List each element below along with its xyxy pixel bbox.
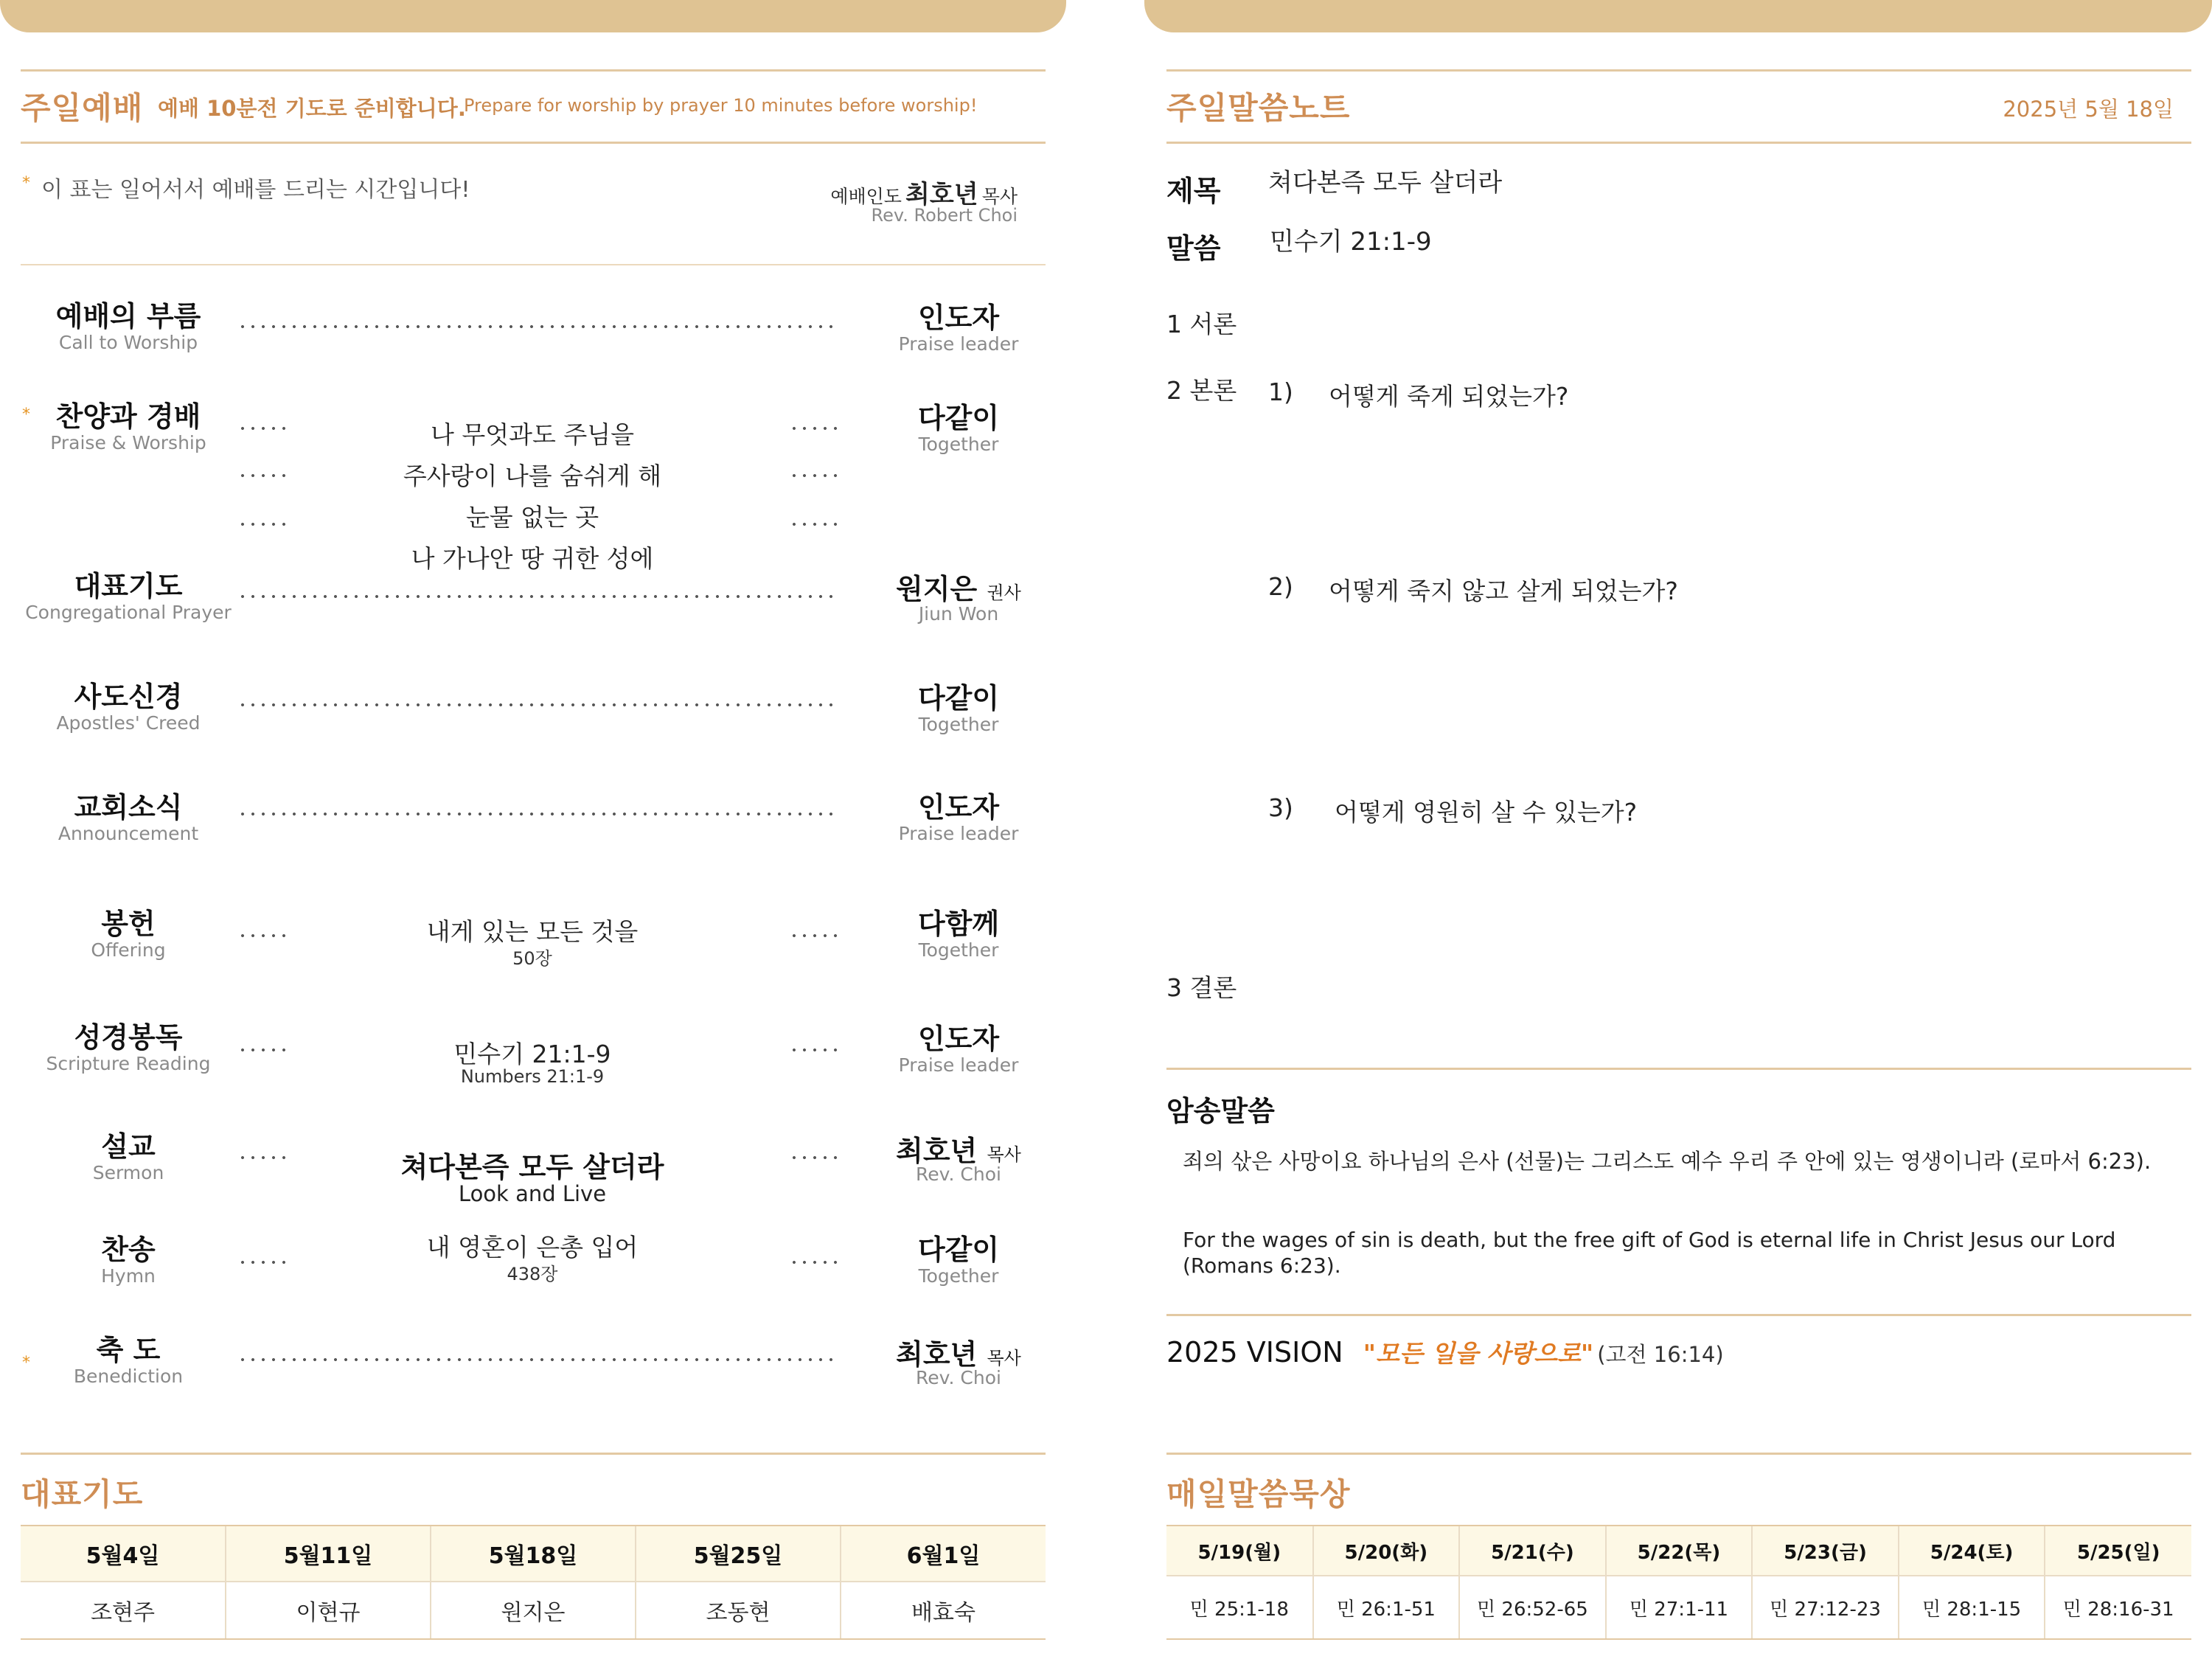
order-item-title: 성경봉독 bbox=[74, 1021, 183, 1054]
daily-date: 5/22(목) bbox=[1606, 1526, 1753, 1576]
order-item-leader: 인도자 bbox=[917, 302, 1000, 334]
leader-en: Rev. Robert Choi bbox=[871, 205, 1018, 226]
outline-intro: 1 서론 bbox=[1166, 310, 1237, 338]
prayer-date: 5월4일 bbox=[21, 1526, 226, 1582]
offering-hymn-number: 50장 bbox=[512, 948, 552, 969]
order-item-leader-en: Together bbox=[918, 714, 999, 735]
sermon-note-date: 2025년 5월 18일 bbox=[2003, 97, 2174, 122]
vision-label: 2025 VISION bbox=[1166, 1336, 1343, 1368]
order-item-leader-en: Together bbox=[918, 939, 999, 961]
sermon-title: 쳐다본즉 모두 살더라 bbox=[400, 1151, 664, 1183]
daily-reading: 민 28:16-31 bbox=[2045, 1576, 2191, 1639]
sermon-title-en: Look and Live bbox=[458, 1181, 607, 1206]
subject-label: 제목 bbox=[1166, 175, 1221, 207]
prayer-date: 5월11일 bbox=[226, 1526, 431, 1582]
order-item-leader-en: Praise leader bbox=[898, 823, 1019, 844]
left-top-tab bbox=[0, 0, 1066, 32]
hymn-title: 내 영혼이 은총 입어 bbox=[426, 1233, 639, 1262]
order-item-subtitle: Praise & Worship bbox=[50, 432, 206, 453]
order-item-leader: 원지은 권사 bbox=[896, 573, 1021, 605]
order-item-leader: 다함께 bbox=[917, 908, 1000, 940]
order-item-title: 예배의 부름 bbox=[55, 300, 201, 333]
prayer-schedule-table bbox=[21, 1525, 1046, 1640]
vision-rule bbox=[1166, 1314, 2191, 1316]
hymn-number: 438장 bbox=[507, 1264, 558, 1284]
outline-conclusion: 3 결론 bbox=[1166, 973, 1237, 1002]
right-top-tab bbox=[1144, 0, 2212, 32]
prayer-name: 조동현 bbox=[636, 1582, 841, 1639]
right-rule-2 bbox=[1166, 142, 2191, 144]
daily-reading: 민 27:1-11 bbox=[1606, 1576, 1753, 1639]
dot-leader bbox=[789, 1048, 839, 1052]
order-item-leader-en: Praise leader bbox=[898, 333, 1019, 355]
prayer-name: 배효숙 bbox=[841, 1582, 1046, 1639]
daily-date: 5/19(월) bbox=[1166, 1526, 1313, 1576]
order-item-leader: 인도자 bbox=[917, 1023, 1000, 1055]
scripture-passage-en: Numbers 21:1-9 bbox=[460, 1066, 605, 1087]
order-item-subtitle: Benediction bbox=[73, 1366, 184, 1387]
daily-reading: 민 26:1-51 bbox=[1313, 1576, 1460, 1639]
order-item-subtitle: Offering bbox=[91, 939, 166, 961]
order-item-title: 봉헌 bbox=[101, 908, 156, 940]
outline-point-number: 1) bbox=[1268, 378, 1293, 406]
outline-point-number: 3) bbox=[1268, 793, 1293, 822]
order-item-leader-en: Rev. Choi bbox=[916, 1367, 1001, 1388]
standing-star-icon: * bbox=[22, 406, 30, 424]
daily-date: 5/24(토) bbox=[1899, 1526, 2045, 1576]
daily-reading: 민 27:12-23 bbox=[1752, 1576, 1899, 1639]
order-item-leader: 인도자 bbox=[917, 791, 1000, 824]
outline-body: 2 본론 bbox=[1166, 376, 1237, 405]
dot-leader bbox=[789, 426, 839, 431]
order-item-subtitle: Scripture Reading bbox=[46, 1053, 211, 1074]
standing-notice: 이 표는 일어서서 예배를 드리는 시간입니다! bbox=[41, 177, 470, 203]
order-item-title: 찬송 bbox=[101, 1234, 156, 1266]
prayer-rule bbox=[21, 1453, 1046, 1455]
praise-song: 나 무엇과도 주님을 bbox=[430, 420, 634, 449]
praise-song: 눈물 없는 곳 bbox=[465, 503, 599, 532]
order-item-leader: 다같이 bbox=[917, 402, 1000, 434]
prayer-date: 6월1일 bbox=[841, 1526, 1046, 1582]
praise-song: 주사랑이 나를 숨쉬게 해 bbox=[403, 462, 662, 490]
order-item-title: 대표기도 bbox=[74, 570, 183, 602]
scripture-passage: 민수기 21:1-9 bbox=[453, 1040, 611, 1068]
vision-line bbox=[1166, 1335, 1724, 1369]
daily-reading-table bbox=[1166, 1525, 2191, 1640]
outline-point-number: 2) bbox=[1268, 572, 1293, 601]
daily-rule bbox=[1166, 1453, 2191, 1455]
leader-name: 최호년 bbox=[905, 180, 978, 209]
outline-point: 어떻게 영원히 살 수 있는가? bbox=[1335, 798, 1638, 827]
left-rule-3 bbox=[21, 264, 1046, 265]
offering-song: 내게 있는 모든 것을 bbox=[426, 917, 639, 946]
order-item-title: 설교 bbox=[101, 1130, 156, 1163]
standing-star-icon: * bbox=[22, 1354, 30, 1372]
order-item-leader: 다같이 bbox=[917, 1234, 1000, 1266]
prayer-date: 5월18일 bbox=[431, 1526, 636, 1582]
order-item-leader: 최호년 목사 bbox=[896, 1338, 1021, 1371]
dot-leader bbox=[789, 933, 839, 938]
left-rule-top bbox=[21, 69, 1046, 72]
order-item-subtitle: Announcement bbox=[58, 823, 199, 844]
memory-verse-ko: 죄의 삯은 사망이요 하나님의 은사 (선물)는 그리스도 예수 우리 주 안에 있는 영생이니라 (로마서 6:23). bbox=[1183, 1149, 2152, 1174]
memory-rule bbox=[1166, 1068, 2191, 1070]
daily-date: 5/21(수) bbox=[1459, 1526, 1606, 1576]
dot-leader bbox=[789, 1155, 839, 1160]
vision-quote: "모든 일을 사랑으로" bbox=[1363, 1339, 1594, 1368]
prayer-name: 이현규 bbox=[226, 1582, 431, 1639]
daily-date: 5/20(화) bbox=[1313, 1526, 1460, 1576]
scripture-label: 말씀 bbox=[1166, 232, 1221, 265]
subject-value: 쳐다본즉 모두 살더라 bbox=[1268, 168, 1503, 198]
order-item-subtitle: Apostles' Creed bbox=[56, 712, 201, 734]
order-item-leader-en: Praise leader bbox=[898, 1054, 1019, 1076]
right-rule-top bbox=[1166, 69, 2191, 72]
order-item-leader-en: Jiun Won bbox=[918, 603, 999, 625]
worship-section-title: 주일예배 bbox=[21, 90, 144, 126]
outline-point: 어떻게 죽게 되었는가? bbox=[1329, 382, 1569, 411]
daily-date: 5/25(일) bbox=[2045, 1526, 2191, 1576]
order-item-title: 사도신경 bbox=[74, 681, 183, 713]
outline-point: 어떻게 죽지 않고 살게 되었는가? bbox=[1329, 577, 1678, 605]
dot-leader bbox=[789, 473, 839, 478]
dot-leader bbox=[237, 812, 839, 816]
order-item-leader-en: Together bbox=[918, 434, 999, 455]
dot-leader bbox=[237, 324, 839, 329]
daily-reading: 민 25:1-18 bbox=[1166, 1576, 1313, 1639]
order-item-subtitle: Hymn bbox=[101, 1265, 156, 1287]
sermon-note-title: 주일말씀노트 bbox=[1166, 90, 1351, 126]
order-item-leader-en: Rev. Choi bbox=[916, 1164, 1001, 1185]
dot-leader bbox=[237, 703, 839, 707]
daily-reading: 민 28:1-15 bbox=[1899, 1576, 2045, 1639]
dot-leader bbox=[789, 522, 839, 526]
daily-devotion-title: 매일말씀묵상 bbox=[1166, 1476, 1351, 1512]
prayer-name: 조현주 bbox=[21, 1582, 226, 1639]
notice-star-icon: * bbox=[22, 174, 30, 192]
dot-leader bbox=[237, 1357, 839, 1362]
order-item-leader-en: Together bbox=[918, 1265, 999, 1287]
order-item-subtitle: Congregational Prayer bbox=[25, 602, 232, 623]
prayer-date: 5월25일 bbox=[636, 1526, 841, 1582]
order-item-subtitle: Sermon bbox=[92, 1162, 164, 1183]
daily-reading: 민 26:52-65 bbox=[1459, 1576, 1606, 1639]
left-rule-2 bbox=[21, 142, 1046, 144]
order-item-title: 찬양과 경배 bbox=[55, 400, 201, 433]
worship-subtitle-en: Prepare for worship by prayer 10 minutes before worship! bbox=[464, 95, 978, 116]
praise-song: 나 가나안 땅 귀한 성에 bbox=[411, 544, 654, 573]
dot-leader bbox=[789, 1260, 839, 1265]
order-item-leader: 다같이 bbox=[917, 682, 1000, 714]
daily-date: 5/23(금) bbox=[1752, 1526, 1899, 1576]
prayer-name: 원지은 bbox=[431, 1582, 636, 1639]
order-item-title: 교회소식 bbox=[74, 791, 183, 824]
order-item-title: 축 도 bbox=[96, 1334, 161, 1366]
leader-title: 목사 bbox=[981, 186, 1018, 207]
order-item-subtitle: Call to Worship bbox=[58, 332, 198, 353]
leader-role: 예배인도 bbox=[830, 186, 902, 207]
order-item-leader: 최호년 목사 bbox=[896, 1135, 1021, 1167]
dot-leader bbox=[237, 594, 839, 599]
vision-reference: (고전 16:14) bbox=[1597, 1342, 1724, 1367]
memory-verse-title: 암송말씀 bbox=[1166, 1095, 1275, 1127]
scripture-value: 민수기 21:1-9 bbox=[1270, 227, 1432, 257]
memory-verse-en: For the wages of sin is death, but the free gift of God is eternal life in Christ Jesus our Lord (Romans 6:23). bbox=[1183, 1228, 2116, 1278]
prayer-section-title: 대표기도 bbox=[21, 1476, 144, 1512]
worship-subtitle-ko: 예배 10분전 기도로 준비합니다. bbox=[158, 96, 466, 121]
